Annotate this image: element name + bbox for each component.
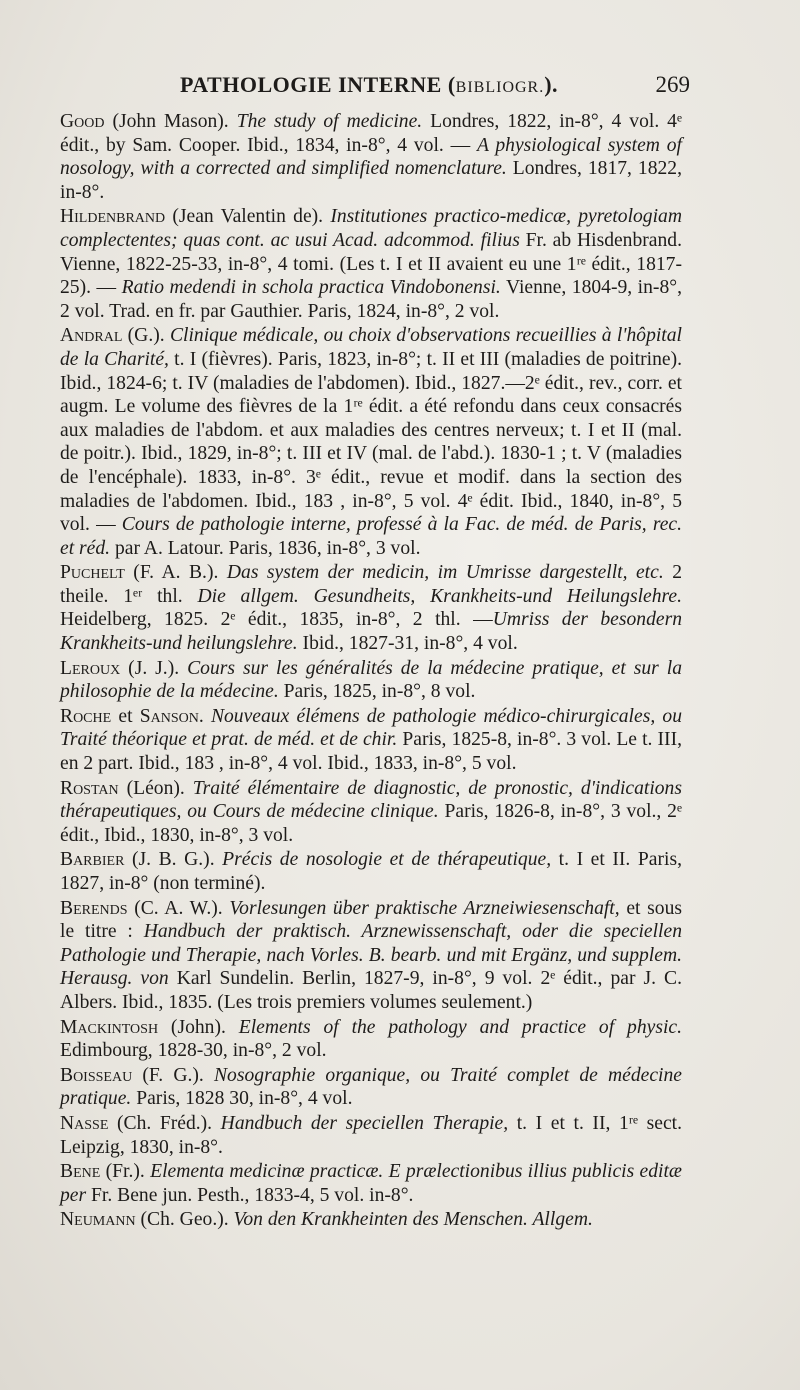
entry-author: Rostan: [60, 777, 119, 799]
entry-author: Barbier: [60, 849, 125, 871]
title-small: BIBLIOGR.: [455, 79, 545, 96]
bibliography-entry: Barbier (J. B. G.). Précis de nosologie et de thérapeutique, t. I et II. Paris, 1827, in-8° (non terminé).: [60, 849, 682, 894]
bibliography-entry: Roche et Sanson. Nouveaux élémens de pathologie médico-chirurgicales, ou Traité théorique et prat. de méd. et de chir. Paris, 1825-8, in-8°. 3 vol. Le t. III, en 2 part. Ibid., 183 , in-8°, 4 vol. Ibid., 1833, in-8°, 5 vol.: [60, 705, 683, 775]
entry-author: Hildenbrand: [60, 206, 166, 228]
entry-author: Leroux: [60, 657, 121, 679]
entry-author: Roche: [60, 705, 112, 727]
entry-author: Bene: [60, 1161, 101, 1183]
bibliography-entry: Hildenbrand (Jean Valentin de). Institutiones practico-medicæ, pyretologiam complectentes; quas cont. ac usui Acad. adcommod. filius Fr. ab Hisdenbrand. Vienne, 1822-25-33, in-8°, 4 tomi. (Les t. I et II avaient eu une 1ʳᵉ édit., 1817-25). — Ratio medendi in schola practica Vindobonensi. Vienne, 1804-9, in-8°, 2 vol. Trad. en fr. par Gauthier. Paris, 1824, in-8°, 2 vol.: [60, 206, 682, 322]
bibliography-entry: Andral (G.). Clinique médicale, ou choix d'observations recueillies à l'hôpital de la Charité, t. I (fièvres). Paris, 1823, in-8°; t. II et III (maladies de poitrine). Ibid., 1824-6; t. IV (maladies de l'abdomen). Ibid., 1827.—2ᵉ édit., rev., corr. et augm. Le volume des fièvres de la 1ʳᵉ édit. a été refondu dans ceux consacrés aux maladies de l'abdom. et aux maladies des centres nerveux; t. I et II (mal. de poitr.). Ibid., 1829, in-8°; t. III et IV (mal. de l'abd.). 1830-1 ; t. V (maladies de l'encéphale). 1833, in-8°. 3ᵉ édit., revue et modif. dans la section des maladies de l'abdomen. Ibid., 183 , in-8°, 5 vol. 4ᵉ édit. Ibid., 1840, in-8°, 5 vol. — Cours de pathologie interne, professé à la Fac. de méd. de Paris, rec. et réd. par A. Latour. Paris, 1836, in-8°, 3 vol.: [60, 325, 683, 559]
bibliography-entry: Neumann (Ch. Geo.). Von den Krankheinten des Menschen. Allgem.: [60, 1209, 593, 1231]
bibliography-entry: Mackintosh (John). Elements of the pathology and practice of physic. Edimbourg, 1828-30, in-8°, 2 vol.: [60, 1016, 682, 1062]
entry-author: Good: [60, 111, 105, 132]
entry-author-2: Sanson: [139, 705, 199, 727]
running-header: [60, 72, 690, 108]
title-main: PATHOLOGIE INTERNE (: [180, 72, 456, 97]
running-title: [180, 72, 558, 98]
entry-author: Andral: [60, 325, 123, 347]
bibliography-entry: Puchelt (F. A. B.). Das system der medicin, im Umrisse dargestellt, etc. 2 theile. 1ᵉʳ thl. Die allgem. Gesundheits, Krankheits-und Heilungslehre. Heidelberg, 1825. 2ᵉ édit., 1835, in-8°, 2 thl. —Umriss der besondern Krankheits-und heilungslehre. Ibid., 1827-31, in-8°, 4 vol.: [60, 562, 683, 655]
entry-author: Berends: [60, 897, 128, 919]
bibliography-list: [60, 110, 682, 1233]
bibliography-entry: Nasse (Ch. Fréd.). Handbuch der speciellen Therapie, t. I et t. II, 1ʳᵉ sect. Leipzig, 1830, in-8°.: [60, 1112, 682, 1158]
entry-author: Boisseau: [60, 1064, 133, 1086]
entry-author: Mackintosh: [60, 1016, 159, 1038]
bibliography-entry: Good (John Mason). The study of medicine. Londres, 1822, in-8°, 4 vol. 4ᵉ édit., by Sam. Cooper. Ibid., 1834, in-8°, 4 vol. — A physiological system of nosology, with a corrected and simplified nomenclature. Londres, 1817, 1822, in-8°.: [60, 111, 683, 203]
bibliography-entry: Berends (C. A. W.). Vorlesungen über praktische Arzneiwiesenschaft, et sous le titre : Handbuch der praktisch. Arznewissenschaft, oder die speciellen Pathologie und Therapie, nach Vorles. B. bearb. und mit Ergänz, und supplem. Herausg. von Karl Sundelin. Berlin, 1827-9, in-8°, 9 vol. 2ᵉ édit., par J. C. Albers. Ibid., 1835. (Les trois premiers volumes seulement.): [60, 897, 682, 1013]
entry-author: Nasse: [60, 1112, 109, 1134]
title-end: ).: [544, 72, 559, 97]
bibliography-entry: Rostan (Léon). Traité élémentaire de diagnostic, de pronostic, d'indications thérapeutiques, ou Cours de médecine clinique. Paris, 1826-8, in-8°, 3 vol., 2ᵉ édit., Ibid., 1830, in-8°, 3 vol.: [60, 777, 682, 846]
entry-author: Neumann: [60, 1209, 136, 1231]
bibliography-entry: Bene (Fr.). Elementa medicinæ practicæ. E prælectionibus illius publicis editæ per Fr. Bene jun. Pesth., 1833-4, 5 vol. in-8°.: [60, 1161, 683, 1206]
entry-author: Puchelt: [60, 562, 125, 584]
page-number: 269: [655, 72, 690, 97]
bibliography-entry: Boisseau (F. G.). Nosographie organique, ou Traité complet de médecine pratique. Paris, 1828 30, in-8°, 4 vol.: [60, 1064, 682, 1110]
bibliography-entry: Leroux (J. J.). Cours sur les généralités de la médecine pratique, et sur la philosophie de la médecine. Paris, 1825, in-8°, 8 vol.: [60, 657, 682, 703]
